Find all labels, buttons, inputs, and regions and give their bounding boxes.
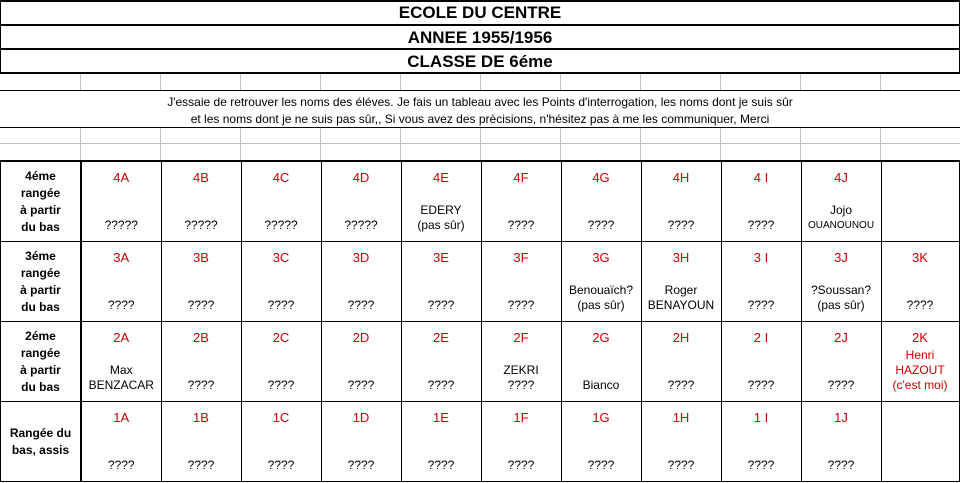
- student-name: ????: [747, 378, 775, 392]
- seat-code: 3H: [672, 250, 690, 265]
- seat-cell: [321, 162, 401, 242]
- seat-cell: [401, 162, 481, 242]
- seat-cell: [721, 162, 801, 242]
- student-name: ????: [667, 378, 695, 392]
- seat-cell: [721, 322, 801, 402]
- seat-code: 1B: [193, 410, 209, 425]
- student-names: [482, 298, 561, 313]
- student-name: ????: [187, 378, 215, 392]
- student-name: (pas sûr): [417, 218, 465, 232]
- seat-cell: [881, 322, 959, 402]
- gridline: [400, 127, 401, 161]
- row-label-line: rangée: [20, 265, 61, 280]
- student-name: Bianco: [582, 378, 620, 392]
- seat-cell: [321, 402, 401, 482]
- seat-code: 2 I: [753, 330, 769, 345]
- gridline: [800, 74, 801, 90]
- seat-cell: [561, 242, 641, 322]
- seat-cell: [881, 242, 959, 322]
- seat-code: 1H: [672, 410, 690, 425]
- row-label-line: Rangée du: [9, 425, 72, 440]
- student-names: [642, 378, 721, 393]
- seat-code: 3E: [433, 250, 449, 265]
- student-name: BENZACAR: [88, 378, 154, 392]
- seat-cell: [401, 322, 481, 402]
- gridline: [400, 74, 401, 90]
- seat-code: 1D: [352, 410, 370, 425]
- seat-code: 4B: [193, 170, 209, 185]
- student-name: ZEKRI: [503, 363, 539, 377]
- row-label-line: à partir: [20, 362, 61, 377]
- student-names: [402, 378, 481, 393]
- seat-cell: [161, 402, 241, 482]
- student-names: [642, 283, 721, 313]
- row-label-line: du bas: [21, 219, 60, 234]
- student-names: [82, 458, 161, 473]
- gridline: [80, 74, 81, 90]
- seat-code: 3B: [193, 250, 209, 265]
- student-names: [322, 218, 401, 233]
- seat-cell: [241, 402, 321, 482]
- seat-code: 3G: [592, 250, 610, 265]
- seat-code: 2K: [912, 330, 928, 345]
- gridline: [0, 143, 960, 144]
- seat-cell: [401, 242, 481, 322]
- student-names: [882, 298, 959, 313]
- seat-cell: [561, 402, 641, 482]
- row-label-line: 3éme: [25, 248, 56, 263]
- row-label: [1, 322, 82, 402]
- student-names: [402, 298, 481, 313]
- student-name: ????: [587, 218, 615, 232]
- seat-code: 2C: [272, 330, 290, 345]
- student-names: [322, 378, 401, 393]
- row-label-line: à partir: [20, 282, 61, 297]
- gridline: [240, 127, 241, 161]
- student-name: (pas sûr): [577, 298, 625, 312]
- seat-cell: [641, 162, 721, 242]
- student-names: [82, 363, 161, 393]
- student-names: [162, 298, 241, 313]
- student-names: [242, 458, 321, 473]
- student-name: EDERY: [420, 203, 462, 217]
- seat-row: [1, 402, 960, 482]
- seat-code: 4E: [433, 170, 449, 185]
- student-name: ????: [507, 378, 535, 392]
- seat-cell: [241, 242, 321, 322]
- student-name: ????: [747, 218, 775, 232]
- student-name: (c'est moi): [892, 378, 948, 392]
- row-label: [1, 242, 82, 322]
- gridline: [320, 74, 321, 90]
- student-name: BENAYOUN: [647, 298, 715, 312]
- student-name: ????: [507, 218, 535, 232]
- gridline: [80, 127, 81, 161]
- row-label-line: du bas: [21, 379, 60, 394]
- student-names: [482, 363, 561, 393]
- seat-code: 4H: [672, 170, 690, 185]
- student-names: [642, 458, 721, 473]
- student-names: [242, 298, 321, 313]
- seat-cell: [321, 322, 401, 402]
- student-name: HAZOUT: [895, 363, 945, 377]
- student-name: ????: [827, 378, 855, 392]
- student-name: ?????: [104, 218, 138, 232]
- seat-cell: [481, 322, 561, 402]
- seat-code: 1F: [513, 410, 529, 425]
- student-name: ?????: [264, 218, 298, 232]
- seat-cell: [881, 162, 959, 242]
- seat-code: 4C: [272, 170, 290, 185]
- gridline: [720, 74, 721, 90]
- student-name: Jojo: [829, 203, 852, 217]
- seat-cell: [161, 162, 241, 242]
- student-names: [322, 298, 401, 313]
- student-name: ????: [107, 298, 135, 312]
- row-label-line: 4éme: [25, 168, 56, 183]
- student-names: [482, 458, 561, 473]
- student-names: [242, 218, 321, 233]
- gridline: [640, 74, 641, 90]
- row-label-line: 2éme: [25, 328, 56, 343]
- student-names: [642, 218, 721, 233]
- student-names: [162, 458, 241, 473]
- seat-cell: [481, 242, 561, 322]
- seat-cell: [481, 402, 561, 482]
- seat-code: 2A: [113, 330, 130, 345]
- student-names: [402, 458, 481, 473]
- student-name: Max: [109, 363, 133, 377]
- student-name: ????: [667, 458, 695, 472]
- student-name: ?Soussan?: [810, 283, 872, 297]
- seat-code: 1A: [113, 410, 130, 425]
- student-names: [802, 283, 881, 313]
- row-label: [1, 402, 82, 482]
- seat-code: 3K: [912, 250, 928, 265]
- seat-cell: [801, 402, 881, 482]
- gridline: [880, 74, 881, 90]
- student-name: Benouaïch?: [568, 283, 634, 297]
- seat-code: 2B: [193, 330, 209, 345]
- gridline: [880, 127, 881, 161]
- student-name: ????: [427, 298, 455, 312]
- gridline: [160, 127, 161, 161]
- seat-cell: [321, 242, 401, 322]
- seat-code: 4 I: [753, 170, 769, 185]
- seat-cell: [561, 322, 641, 402]
- seat-code: 2G: [592, 330, 610, 345]
- divider: [0, 90, 960, 91]
- student-name: Roger: [664, 283, 698, 297]
- seat-cell: [801, 242, 881, 322]
- seat-code: 3J: [834, 250, 848, 265]
- student-name: ????: [347, 378, 375, 392]
- seat-cell: [801, 162, 881, 242]
- seating-table: [0, 161, 960, 482]
- seat-code: 3A: [113, 250, 130, 265]
- seat-code: 2E: [433, 330, 449, 345]
- seat-cell: [641, 402, 721, 482]
- seat-row: [1, 242, 960, 322]
- student-names: [562, 378, 641, 393]
- intro-note: [0, 94, 960, 128]
- seat-code: 3C: [272, 250, 290, 265]
- seat-code: 4J: [834, 170, 848, 185]
- seat-code: 4A: [113, 170, 130, 185]
- gridline: [800, 127, 801, 161]
- seat-cell: [241, 162, 321, 242]
- seat-code: 3 I: [753, 250, 769, 265]
- student-name: ????: [187, 458, 215, 472]
- seat-code: 3F: [513, 250, 529, 265]
- seat-code: 2F: [513, 330, 529, 345]
- seat-cell: [241, 322, 321, 402]
- student-names: [162, 218, 241, 233]
- student-names: [722, 298, 801, 313]
- seat-cell: [641, 242, 721, 322]
- student-name: ?????: [184, 218, 218, 232]
- seat-cell: [81, 242, 161, 322]
- student-names: [82, 218, 161, 233]
- student-name: ????: [267, 378, 295, 392]
- intro-note-line-1: J'essaie de retrouver les noms des éléves. Je fais un tableau avec les Points d'interrogation, les noms dont je suis sûr: [167, 95, 793, 109]
- seat-cell: [81, 402, 161, 482]
- seat-cell: [161, 242, 241, 322]
- row-label-line: bas, assis: [11, 442, 70, 457]
- student-name: ????: [107, 458, 135, 472]
- student-name: ????: [507, 298, 535, 312]
- seat-row: [1, 322, 960, 402]
- student-name: ????: [747, 458, 775, 472]
- seat-code: 4G: [592, 170, 610, 185]
- row-label-line: rangée: [20, 185, 61, 200]
- seat-cell: [161, 322, 241, 402]
- student-name: Henri: [905, 348, 935, 362]
- student-names: [562, 458, 641, 473]
- seat-cell: [81, 322, 161, 402]
- gridline: [640, 127, 641, 161]
- seat-code: 2D: [352, 330, 370, 345]
- student-names: [722, 218, 801, 233]
- row-label-line: du bas: [21, 299, 60, 314]
- student-name: ????: [187, 298, 215, 312]
- school-title: ECOLE DU CENTRE: [0, 2, 960, 24]
- divider: [0, 127, 960, 128]
- seat-cell: [801, 322, 881, 402]
- gridline: [160, 74, 161, 90]
- seat-code: 2J: [834, 330, 848, 345]
- student-names: [562, 283, 641, 313]
- student-names: [882, 348, 959, 393]
- student-names: [802, 203, 881, 233]
- gridline: [240, 74, 241, 90]
- seat-code: 1C: [272, 410, 290, 425]
- student-name: ????: [906, 298, 934, 312]
- student-name: OUANOUNOU: [807, 220, 875, 231]
- gridline: [720, 127, 721, 161]
- student-name: ????: [267, 458, 295, 472]
- student-name: ????: [507, 458, 535, 472]
- student-name: ????: [347, 458, 375, 472]
- student-names: [242, 378, 321, 393]
- student-name: ????: [267, 298, 295, 312]
- seat-cell: [561, 162, 641, 242]
- seat-code: 4D: [352, 170, 370, 185]
- seat-cell: [721, 402, 801, 482]
- student-names: [722, 458, 801, 473]
- row-label-line: à partir: [20, 202, 61, 217]
- student-name: ????: [427, 378, 455, 392]
- year-title: ANNEE 1955/1956: [0, 26, 960, 48]
- student-name: ?????: [344, 218, 378, 232]
- seat-cell: [641, 322, 721, 402]
- student-names: [162, 378, 241, 393]
- student-name: ????: [427, 458, 455, 472]
- seat-code: 1 I: [753, 410, 769, 425]
- seat-cell: [481, 162, 561, 242]
- row-label: [1, 162, 82, 242]
- class-title: CLASSE DE 6éme: [0, 50, 960, 72]
- row-label-line: rangée: [20, 345, 61, 360]
- seat-code: 1G: [592, 410, 610, 425]
- student-name: ????: [347, 298, 375, 312]
- seat-cell: [881, 402, 959, 482]
- gridline: [560, 127, 561, 161]
- seat-code: 1E: [433, 410, 449, 425]
- student-names: [322, 458, 401, 473]
- student-name: ????: [747, 298, 775, 312]
- gridline: [480, 127, 481, 161]
- gridline: [560, 74, 561, 90]
- intro-note-line-2: et les noms dont je ne suis pas sûr,, Si vous avez des prècisions, n'hésitez pas à me les communiquer, Merci: [190, 112, 770, 126]
- student-names: [402, 203, 481, 233]
- student-name: (pas sûr): [817, 298, 865, 312]
- seat-cell: [81, 162, 161, 242]
- student-names: [722, 378, 801, 393]
- seat-code: 2H: [672, 330, 690, 345]
- student-name: ????: [827, 458, 855, 472]
- seat-code: 3D: [352, 250, 370, 265]
- student-name: ????: [587, 458, 615, 472]
- seat-row: [1, 162, 960, 242]
- student-names: [562, 218, 641, 233]
- student-names: [802, 378, 881, 393]
- seat-cell: [721, 242, 801, 322]
- gridline: [320, 127, 321, 161]
- seat-code: 4F: [513, 170, 529, 185]
- student-name: ????: [667, 218, 695, 232]
- student-names: [802, 458, 881, 473]
- seat-cell: [401, 402, 481, 482]
- seat-code: 1J: [834, 410, 848, 425]
- student-names: [82, 298, 161, 313]
- student-names: [482, 218, 561, 233]
- gridline: [480, 74, 481, 90]
